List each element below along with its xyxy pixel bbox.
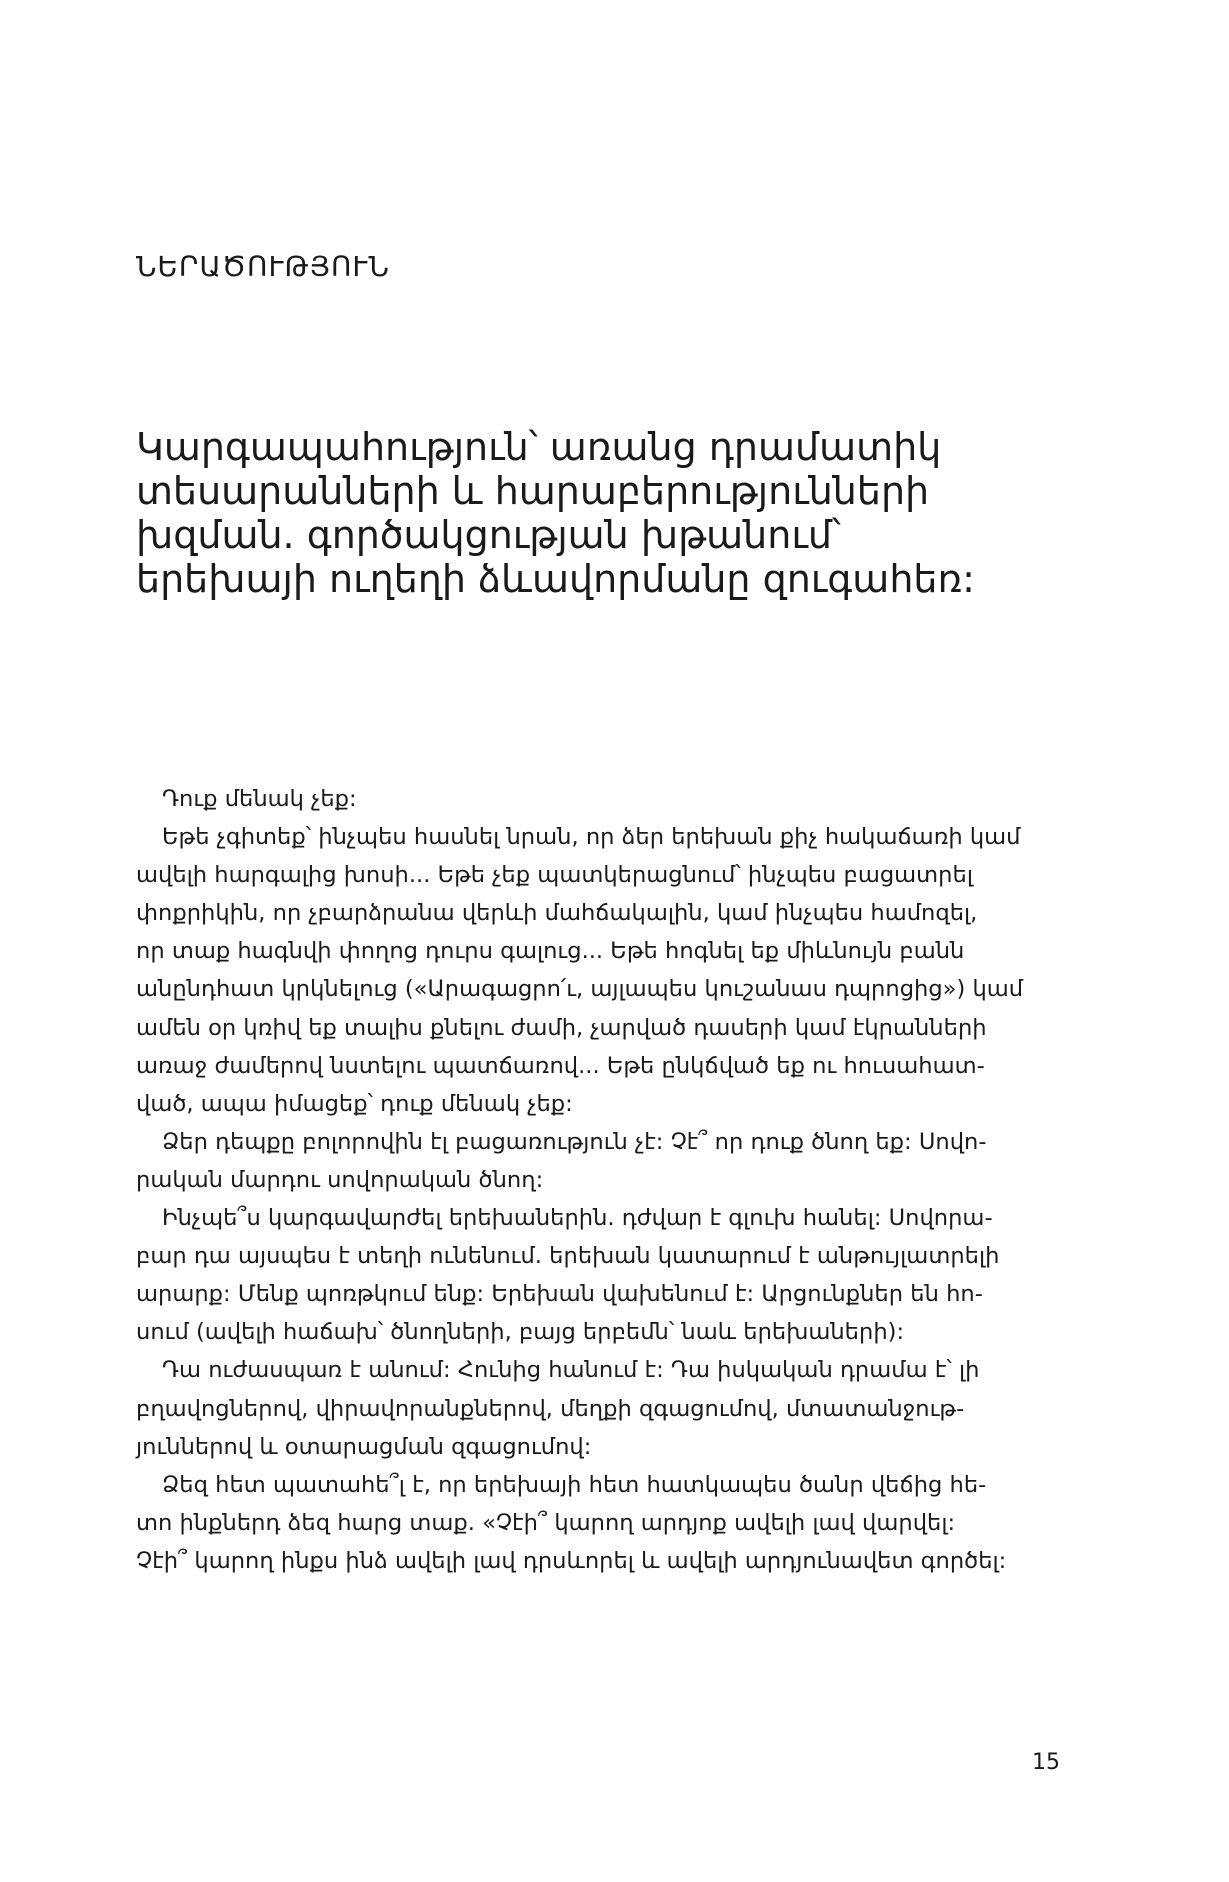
body-line: ավելի հարգալից խոսի... Եթե չեք պատկերացնում՝ ինչպես բացատրել bbox=[136, 862, 973, 889]
title-line: տեսարանների և հարաբերությունների bbox=[136, 469, 930, 513]
section-label: ՆԵՐԱԾՈՒԹՅՈՒՆ bbox=[136, 250, 390, 283]
page-number: 15 bbox=[1032, 1750, 1060, 1775]
body-line: րական մարդու սովորական ծնող: bbox=[136, 1166, 544, 1193]
chapter-title bbox=[136, 425, 1076, 601]
body-line: Ինչպե՞ս կարգավարժել երեխաներին. դժվար է գլուխ հանել: Սովորա- bbox=[162, 1205, 993, 1232]
body-line: Ձեզ հետ պատահե՞լ է, որ երեխայի հետ հատկապես ծանր վեճից հե- bbox=[162, 1471, 987, 1498]
body-line: Դա ուժասպառ է անում: Հունից հանում է: Դա իսկական դրամա է՝ լի bbox=[162, 1357, 980, 1384]
body-line: անընդհատ կրկնելուց («Արագացրո՛ւ, այլապես կուշանաս դպրոցից») կամ bbox=[136, 976, 1024, 1003]
title-line: երեխայի ուղեղի ձևավորմանը զուգահեռ: bbox=[136, 557, 975, 601]
body-line: Ձեր դեպքը բոլորովին էլ բացառություն չէ: Չէ՞ որ դուք ծնող եք: Սովո- bbox=[162, 1128, 987, 1155]
body-line: բղավոցներով, վիրավորանքներով, մեղքի զգացումով, մտատանջութ- bbox=[136, 1395, 965, 1422]
body-line: Դուք մենակ չեք: bbox=[162, 786, 357, 812]
body-line: ված, ապա իմացեք՝ դուք մենակ չեք: bbox=[136, 1090, 573, 1117]
body-line: ամեն օր կռիվ եք տալիս քնելու ժամի, չարված դասերի կամ էկրանների bbox=[136, 1014, 987, 1041]
body-line: առաջ ժամերով նստելու պատճառով... Եթե ընկճված եք ու հուսահատ- bbox=[136, 1052, 985, 1079]
body-line: փոքրիկին, որ չբարձրանա վերևի մահճակալին, կամ ինչպես համոզել, bbox=[136, 900, 978, 927]
body-line: բար դա այսպես է տեղի ունենում. երեխան կատարում է անթույլատրելի bbox=[136, 1243, 1000, 1270]
body-line: Չէի՞ կարող ինքս ինձ ավելի լավ դրսևորել և ավելի արդյունավետ գործել: bbox=[136, 1547, 1007, 1574]
body-line: արարք: Մենք պոռթկում ենք: Երեխան վախենում է: Արցունքներ են հո- bbox=[136, 1281, 983, 1308]
body-line: որ տաք հագնվի փողոց դուրս գալուց... Եթե հոգնել եք միևնույն բանն bbox=[136, 938, 965, 965]
body-line: Եթե չգիտեք՝ ինչպես հասնել նրան, որ ձեր երեխան քիչ հակաճառի կամ bbox=[162, 824, 1021, 851]
title-line: խզման. գործակցության խթանում՝ bbox=[136, 513, 841, 557]
body-text bbox=[136, 780, 1071, 1580]
body-line: սում (ավելի հաճախ՝ ծնողների, բայց երբեմն՝ նաև երեխաների): bbox=[136, 1319, 905, 1346]
body-line: յուններով և օտարացման զգացումով: bbox=[136, 1433, 592, 1460]
body-line: տո ինքներդ ձեզ հարց տաք. «Չէի՞ կարող արդյոք ավելի լավ վարվել: bbox=[136, 1509, 956, 1536]
title-line: Կարգապահություն՝ առանց դրամատիկ bbox=[136, 425, 942, 469]
